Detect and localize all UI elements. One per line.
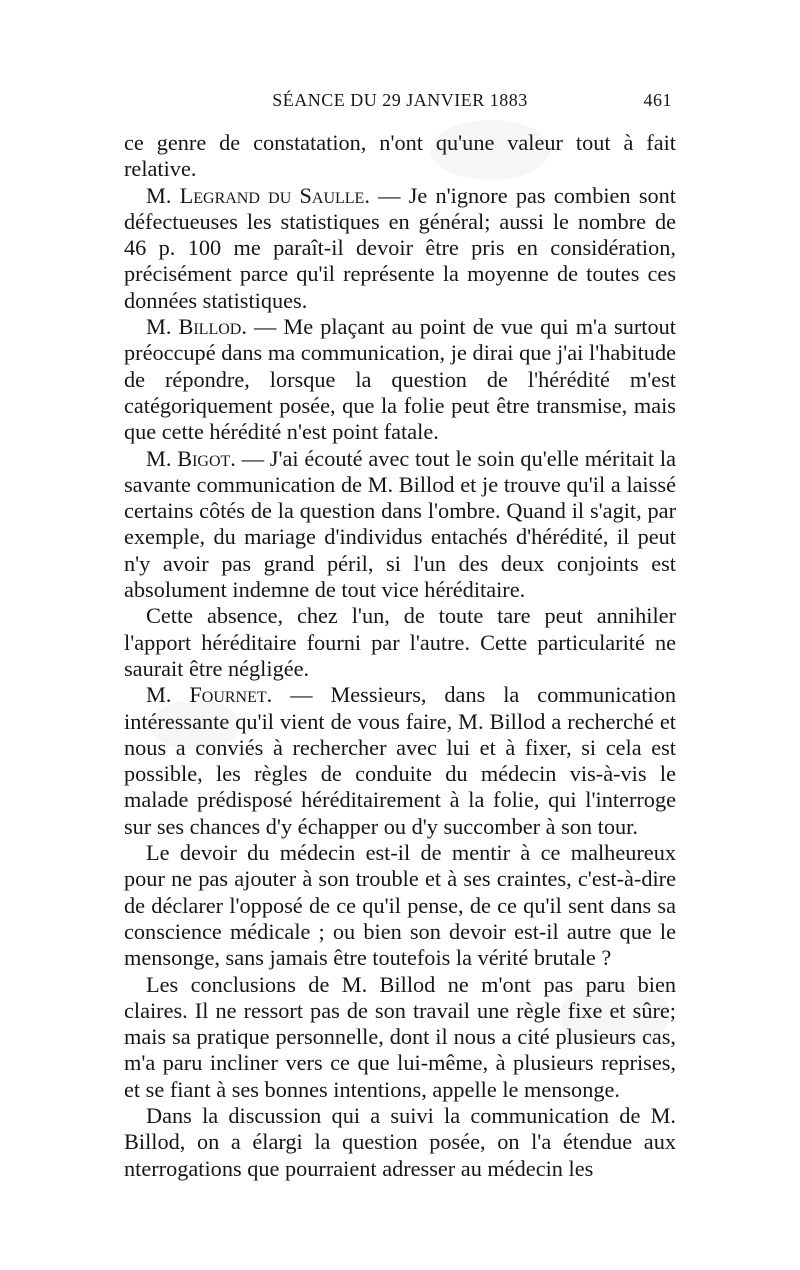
paragraph xyxy=(124,1103,676,1182)
document-page xyxy=(124,90,676,1182)
paragraph xyxy=(124,446,676,604)
paragraph xyxy=(124,130,676,183)
paragraph-text: Cette absence, chez l'un, de toute tare peut annihiler l'apport héréditaire fourni par l'autre. Cette particularité ne saurait être négligée. xyxy=(124,603,676,681)
speaker-name: M. Fournet. xyxy=(146,682,273,708)
running-header xyxy=(124,90,676,120)
paragraph xyxy=(124,840,676,971)
paragraph-text: — Je n'ignore pas combien sont défectueuses les statistiques en général; aussi le nombre de 46 p. 100 me paraît-il devoir être pris en considération, précisément parce qu'il représente la moyenne de toutes ces données statistiques. xyxy=(124,182,676,313)
paragraph-text: ce genre de constatation, n'ont qu'une valeur tout à fait relative. xyxy=(124,130,676,182)
paragraph-text: — Messieurs, dans la communication intéressante qu'il vient de vous faire, M. Billod a recherché et nous a conviés à rechercher avec lui et à fixer, si cela est possible, les règles de conduite du médecin vis-à-vis le malade prédisposé héréditairement à la folie, qui l'interroge sur ses chances d'y échapper ou d'y succomber à son tour. xyxy=(124,682,676,839)
speaker-name: M. Bigot. xyxy=(146,445,236,471)
paragraph xyxy=(124,314,676,445)
paragraph xyxy=(124,603,676,682)
paragraph-text: — J'ai écouté avec tout le soin qu'elle méritait la savante communication de M. Billod et je trouve qu'il a laissé certains côtés de la question dans l'ombre. Quand il s'agit, par exemple, du mariage d'individus entachés d'hérédité, il peut n'y avoir pas grand péril, si l'un des deux conjoints est absolument indemne de tout vice héréditaire. xyxy=(124,445,676,603)
body-text xyxy=(124,130,676,1182)
header-title: SÉANCE DU 29 JANVIER 1883 xyxy=(272,90,528,110)
paragraph-text: Les conclusions de M. Billod ne m'ont pas paru bien claires. Il ne ressort pas de son travail une règle fixe et sûre; mais sa pratique personnelle, dont il nous a cité plusieurs cas, m'a paru incliner vers ce que lui-même, à plusieurs reprises, et se fiant à ses bonnes intentions, appelle le mensonge. xyxy=(124,971,676,1102)
page-number: 461 xyxy=(643,90,672,110)
paragraph-text: Le devoir du médecin est-il de mentir à ce malheureux pour ne pas ajouter à son trouble et à ses craintes, c'est-à-dire de déclarer l'opposé de ce qu'il pense, de ce qu'il sent dans sa conscience médicale ; ou bien son devoir est-il autre que le mensonge, sans jamais être toutefois la vérité brutale ? xyxy=(124,840,676,971)
paragraph-text: Dans la discussion qui a suivi la communication de M. Billod, on a élargi la question posée, on l'a étendue aux nterrogations que pourraient adresser au médecin les xyxy=(124,1102,676,1181)
paragraph xyxy=(124,972,676,1103)
paragraph xyxy=(124,682,676,840)
speaker-name: M. Billod. xyxy=(146,314,247,340)
paragraph xyxy=(124,183,676,314)
speaker-name: M. Legrand du Saulle. xyxy=(146,182,370,208)
paragraph-text: — Me plaçant au point de vue qui m'a surtout préoccupé dans ma communication, je dirai que j'ai l'habitude de répondre, lorsque la question de l'hérédité m'est catégoriquement posée, que la folie peut être transmise, mais que cette hérédité n'est point fatale. xyxy=(124,314,676,445)
